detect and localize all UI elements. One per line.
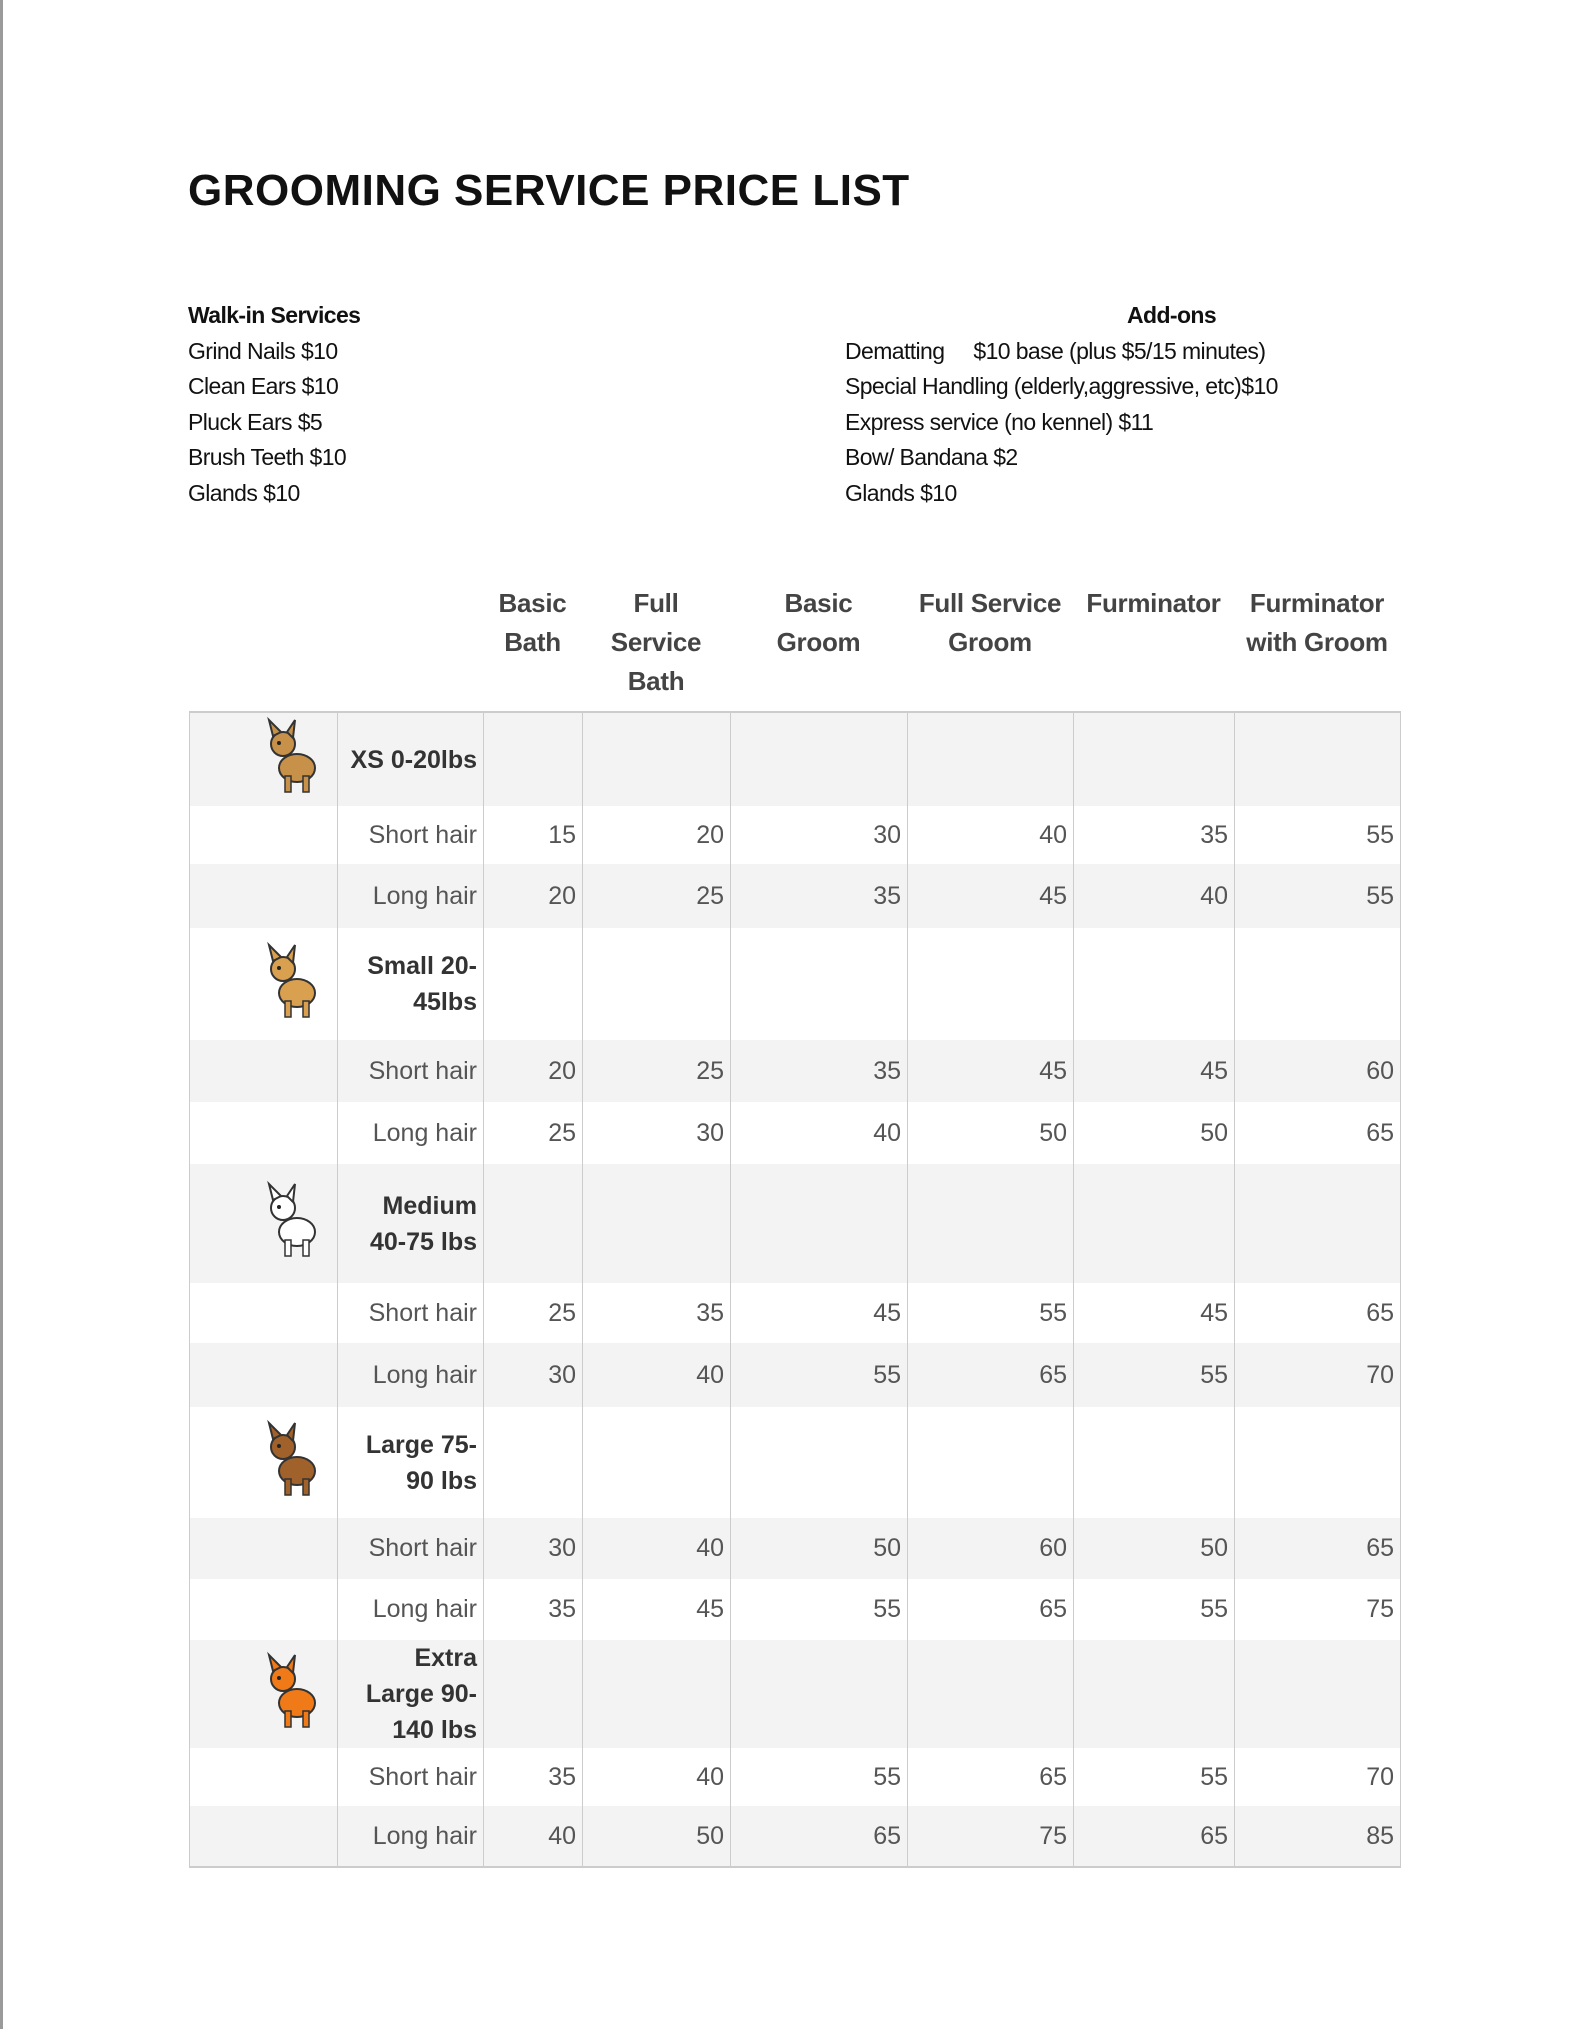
hair-type: Long hair	[338, 1806, 484, 1867]
empty-cell	[484, 1640, 583, 1748]
empty-cell	[190, 864, 338, 928]
price-cell: 20	[484, 864, 583, 928]
hair-type: Long hair	[338, 1102, 484, 1164]
size-label: Extra Large 90-140 lbs	[338, 1640, 484, 1748]
empty-cell	[731, 712, 908, 806]
price-cell: 55	[1235, 864, 1401, 928]
price-cell: 55	[1074, 1748, 1235, 1806]
price-cell: 30	[484, 1343, 583, 1407]
price-cell: 35	[484, 1579, 583, 1640]
price-cell: 35	[731, 864, 908, 928]
addon-item: Dematting $10 base (plus $5/15 minutes)	[845, 337, 1266, 364]
price-cell: 40	[908, 806, 1074, 864]
price-cell: 55	[731, 1579, 908, 1640]
addon-item: Express service (no kennel) $11	[845, 408, 1154, 435]
empty-cell	[1235, 712, 1401, 806]
empty-cell	[1074, 712, 1235, 806]
size-category-row	[190, 1407, 1401, 1518]
price-cell: 85	[1235, 1806, 1401, 1867]
price-cell: 35	[1074, 806, 1235, 864]
table-row	[190, 1343, 1401, 1407]
column-header: Full Service Bath	[610, 588, 702, 696]
size-category-row	[190, 1640, 1401, 1748]
empty-cell	[1074, 1164, 1235, 1283]
price-cell: 40	[484, 1806, 583, 1867]
table-row	[190, 1748, 1401, 1806]
walkin-item: Clean Ears $10	[188, 373, 339, 399]
price-cell: 50	[1074, 1102, 1235, 1164]
empty-cell	[731, 928, 908, 1040]
price-cell: 45	[731, 1283, 908, 1343]
price-cell: 65	[908, 1579, 1074, 1640]
price-cell: 35	[583, 1283, 731, 1343]
addon-item: Bow/ Bandana $2	[845, 444, 1018, 470]
empty-cell	[190, 1102, 338, 1164]
price-cell: 40	[583, 1518, 731, 1579]
price-cell: 65	[1235, 1102, 1401, 1164]
empty-cell	[190, 806, 338, 864]
empty-cell	[583, 928, 731, 1040]
empty-cell	[1235, 1640, 1401, 1748]
empty-cell	[190, 1518, 338, 1579]
size-label: Large 75-90 lbs	[338, 1407, 484, 1518]
column-header: Furminator	[1086, 588, 1221, 618]
empty-cell	[190, 1283, 338, 1343]
empty-cell	[583, 1164, 731, 1283]
price-cell: 75	[1235, 1579, 1401, 1640]
column-header: Basic Bath	[498, 588, 567, 657]
table-row	[190, 806, 1401, 864]
price-cell: 60	[908, 1518, 1074, 1579]
empty-cell	[731, 1407, 908, 1518]
price-cell: 25	[583, 1040, 731, 1102]
poodle-icon	[190, 1164, 338, 1283]
price-cell: 45	[583, 1579, 731, 1640]
price-cell: 50	[1074, 1518, 1235, 1579]
hair-type: Short hair	[338, 1518, 484, 1579]
hair-type: Short hair	[338, 806, 484, 864]
price-cell: 15	[484, 806, 583, 864]
price-cell: 25	[484, 1102, 583, 1164]
price-cell: 70	[1235, 1343, 1401, 1407]
chihuahua-icon	[190, 712, 338, 806]
price-cell: 55	[1074, 1579, 1235, 1640]
walkin-heading: Walk-in Services	[188, 302, 361, 328]
column-header: Furminator with Groom	[1246, 588, 1388, 657]
walkin-item: Brush Teeth $10	[188, 444, 347, 470]
price-cell: 75	[908, 1806, 1074, 1867]
walkin-item: Grind Nails $10	[188, 337, 338, 364]
empty-cell	[1235, 928, 1401, 1040]
price-cell: 55	[731, 1343, 908, 1407]
empty-cell	[190, 1806, 338, 1867]
price-cell: 25	[583, 864, 731, 928]
price-cell: 40	[583, 1748, 731, 1806]
walkin-item: Pluck Ears $5	[188, 408, 323, 435]
price-cell: 45	[1074, 1040, 1235, 1102]
german-shepherd-icon	[190, 1407, 338, 1518]
price-cell: 65	[1235, 1283, 1401, 1343]
table-row	[190, 1806, 1401, 1867]
empty-cell	[583, 712, 731, 806]
hair-type: Long hair	[338, 1579, 484, 1640]
size-label: XS 0-20lbs	[338, 712, 484, 806]
empty-cell	[908, 1164, 1074, 1283]
size-category-row	[190, 712, 1401, 806]
price-cell: 65	[908, 1748, 1074, 1806]
addon-item: Glands $10	[845, 479, 957, 506]
addons	[845, 298, 1445, 511]
price-cell: 65	[1074, 1806, 1235, 1867]
price-cell: 45	[908, 864, 1074, 928]
table-row	[190, 1040, 1401, 1102]
empty-cell	[731, 1164, 908, 1283]
price-cell: 40	[1074, 864, 1235, 928]
hair-type: Short hair	[338, 1283, 484, 1343]
empty-cell	[583, 1407, 731, 1518]
empty-cell	[908, 1407, 1074, 1518]
price-cell: 20	[583, 806, 731, 864]
walkin-services	[188, 298, 688, 511]
price-cell: 55	[1074, 1343, 1235, 1407]
empty-cell	[1235, 1164, 1401, 1283]
table-row	[190, 1102, 1401, 1164]
column-header: Full Service Groom	[918, 588, 1062, 657]
empty-cell	[1074, 1407, 1235, 1518]
price-cell: 55	[908, 1283, 1074, 1343]
price-cell: 60	[1235, 1040, 1401, 1102]
price-cell: 30	[731, 806, 908, 864]
addons-heading: Add-ons	[1127, 302, 1217, 328]
empty-cell	[190, 1343, 338, 1407]
price-cell: 30	[583, 1102, 731, 1164]
price-cell: 45	[1074, 1283, 1235, 1343]
empty-cell	[731, 1640, 908, 1748]
hair-type: Long hair	[338, 1343, 484, 1407]
empty-cell	[484, 712, 583, 806]
empty-cell	[908, 1640, 1074, 1748]
great-dane-icon	[190, 1640, 338, 1748]
empty-cell	[908, 712, 1074, 806]
price-cell: 35	[731, 1040, 908, 1102]
empty-cell	[484, 1164, 583, 1283]
price-cell: 65	[908, 1343, 1074, 1407]
price-cell: 65	[731, 1806, 908, 1867]
empty-cell	[1074, 1640, 1235, 1748]
size-category-row	[190, 1164, 1401, 1283]
price-cell: 70	[1235, 1748, 1401, 1806]
empty-cell	[1235, 1407, 1401, 1518]
page-title: GROOMING SERVICE PRICE LIST	[188, 166, 910, 215]
empty-cell	[484, 928, 583, 1040]
price-cell: 55	[731, 1748, 908, 1806]
table-row	[190, 1518, 1401, 1579]
price-cell: 20	[484, 1040, 583, 1102]
hair-type: Short hair	[338, 1748, 484, 1806]
price-cell: 45	[908, 1040, 1074, 1102]
empty-cell	[908, 928, 1074, 1040]
price-cell: 40	[731, 1102, 908, 1164]
price-cell: 35	[484, 1748, 583, 1806]
empty-cell	[190, 1579, 338, 1640]
table-row	[190, 1283, 1401, 1343]
size-label: Small 20-45lbs	[338, 928, 484, 1040]
empty-cell	[1074, 928, 1235, 1040]
beagle-icon	[190, 928, 338, 1040]
empty-cell	[190, 1040, 338, 1102]
hair-type: Long hair	[338, 864, 484, 928]
table-row	[190, 1579, 1401, 1640]
size-category-row	[190, 928, 1401, 1040]
empty-cell	[484, 1407, 583, 1518]
size-label: Medium 40-75 lbs	[338, 1164, 484, 1283]
price-cell: 25	[484, 1283, 583, 1343]
price-cell: 50	[908, 1102, 1074, 1164]
price-cell: 65	[1235, 1518, 1401, 1579]
price-cell: 40	[583, 1343, 731, 1407]
price-cell: 50	[583, 1806, 731, 1867]
addon-item: Special Handling (elderly,aggressive, etc)$10	[845, 373, 1278, 399]
table-row	[190, 864, 1401, 928]
empty-cell	[583, 1640, 731, 1748]
price-cell: 55	[1235, 806, 1401, 864]
column-header: Basic Groom	[776, 588, 861, 657]
page-edge	[0, 0, 3, 2029]
empty-cell	[190, 1748, 338, 1806]
price-cell: 30	[484, 1518, 583, 1579]
price-cell: 50	[731, 1518, 908, 1579]
hair-type: Short hair	[338, 1040, 484, 1102]
price-table	[189, 711, 1401, 1868]
walkin-item: Glands $10	[188, 479, 300, 506]
